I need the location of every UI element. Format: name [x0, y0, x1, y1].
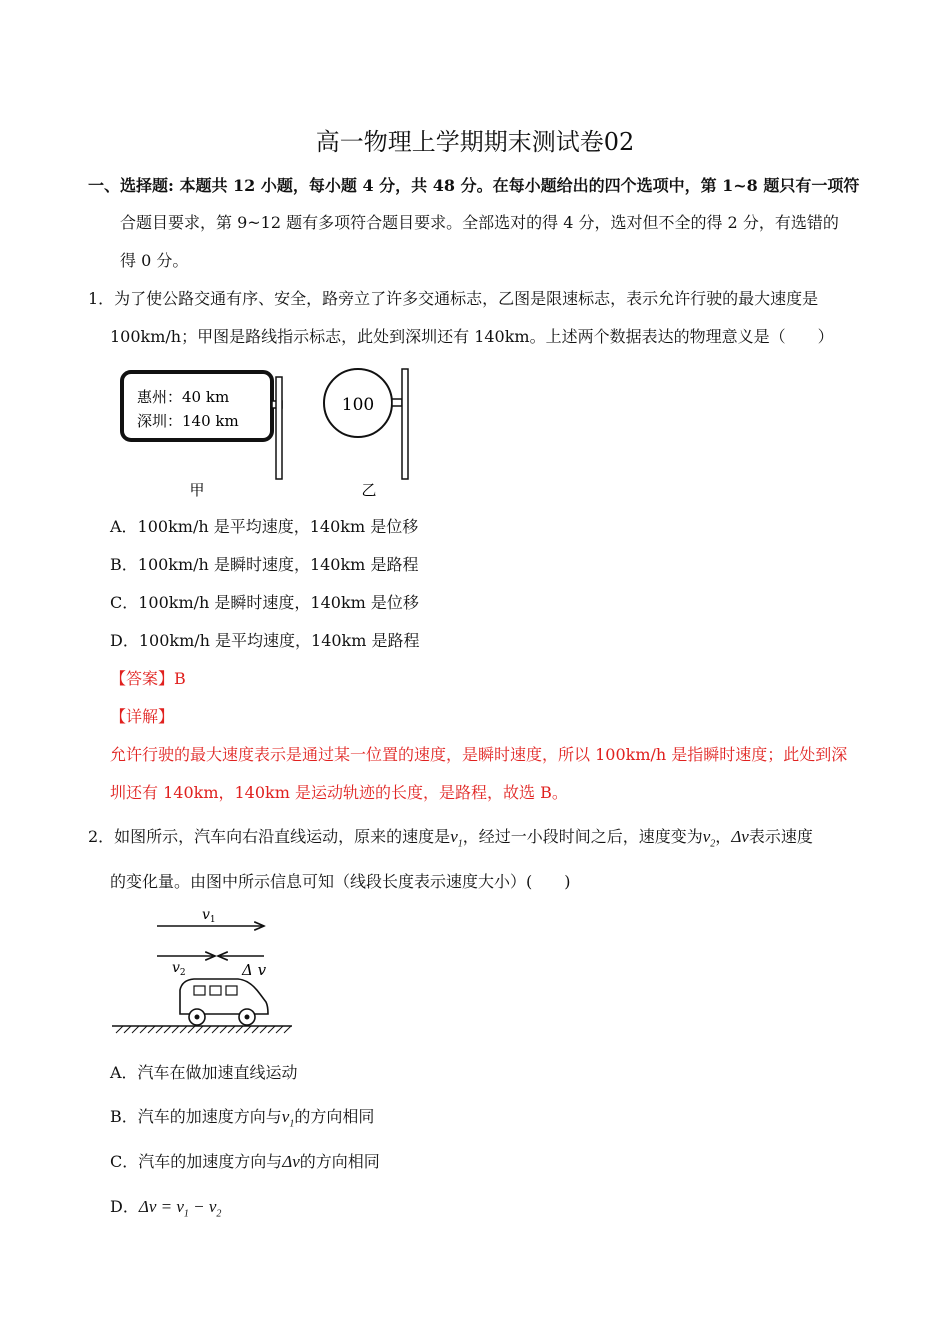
q1-stem-line1: 1．为了使公路交通有序、安全，路旁立了许多交通标志，乙图是限速标志，表示允许行驶的最大速度是: [88, 289, 819, 308]
q2-stem-line2: 的变化量。由图中所示信息可知（线段长度表示速度大小）( ): [110, 872, 571, 891]
q2-option-b: B．汽车的加速度方向与$v_1$的方向相同: [110, 1107, 375, 1130]
car-window-1: [194, 986, 205, 995]
q1-detail-line1: 允许行驶的最大速度表示是通过某一位置的速度，是瞬时速度，所以 100km/h 是指瞬时速度；此处到深: [110, 745, 848, 764]
q2-option-d: D．$\Delta v = v_1 - v_2$: [110, 1197, 222, 1220]
q2-stem-line1: [88, 825, 813, 856]
section-instructions-line3: 得 0 分。: [120, 251, 189, 270]
sign-jia: [122, 372, 282, 479]
q1-detail-line2: 圳还有 140km，140km 是运动轨迹的长度，是路程，故选 B。: [110, 783, 568, 802]
car-window-2: [210, 986, 221, 995]
q2-stem-text-a: 2．如图所示，汽车向右沿直线运动，原来的速度是: [88, 827, 451, 846]
q2-car-figure: [110, 902, 295, 1047]
sign-jia-line2: 深圳：140 km: [137, 412, 239, 430]
q1-option-a: A．100km/h 是平均速度，140km 是位移: [110, 517, 419, 536]
section-instructions-line1: 一、选择题: 本题共 12 小题，每小题 4 分，共 48 分。在每小题给出的四个选项中，第 1~8 题只有一项符: [88, 176, 860, 195]
q2-stem-comma: ，: [715, 827, 732, 846]
fig-label-v1: $v_1$: [202, 907, 216, 925]
section-instructions-line2: 合题目要求，第 9~12 题有多项符合题目要求。全部选对的得 4 分，选对但不全的得 2 分，有选错的: [120, 213, 839, 232]
q2-option-c: C．汽车的加速度方向与Δv的方向相同: [110, 1152, 380, 1171]
q2-delta-v-symbol: Δv: [731, 827, 749, 846]
sign-yi: [324, 369, 408, 479]
fig-label-delta-v: Δ v: [242, 961, 267, 979]
q2-v2-symbol: $v_2$: [702, 827, 716, 850]
q1-option-d: D．100km/h 是平均速度，140km 是路程: [110, 631, 420, 650]
q2-option-c-delta-v: Δv: [282, 1152, 300, 1171]
page-title: 高一物理上学期期末测试卷02: [315, 128, 635, 156]
car-body: [180, 979, 268, 1014]
q1-stem-line2: 100km/h；甲图是路线指示标志，此处到深圳还有 140km。上述两个数据表达的物理意义是（ ）: [110, 327, 834, 346]
q2-option-a: A．汽车在做加速直线运动: [110, 1063, 298, 1082]
label-jia: 甲: [189, 481, 205, 499]
q1-signs-figure: [115, 365, 425, 500]
q2-stem-text-b: ，经过一小段时间之后，速度变为: [462, 827, 703, 846]
car-window-3: [226, 986, 237, 995]
q2-option-b-v1: $v_1$: [281, 1107, 295, 1130]
q2-v1-symbol: $v_1$: [450, 827, 463, 850]
q2-stem-text-c: 表示速度: [748, 827, 813, 846]
q1-detail-label: 【详解】: [110, 707, 175, 726]
q1-option-c: C．100km/h 是瞬时速度，140km 是位移: [110, 593, 419, 612]
ground-hatching: [116, 1026, 291, 1033]
q2-option-d-equation: $\Delta v = v_1 - v_2$: [138, 1197, 222, 1220]
sign-jia-line1: 惠州：40 km: [137, 388, 230, 406]
label-yi: 乙: [361, 481, 377, 499]
fig-label-v2: $v_2$: [172, 960, 186, 978]
q1-option-b: B．100km/h 是瞬时速度，140km 是路程: [110, 555, 419, 574]
q1-answer: 【答案】B: [110, 669, 186, 688]
sign-yi-value: 100: [341, 395, 375, 415]
